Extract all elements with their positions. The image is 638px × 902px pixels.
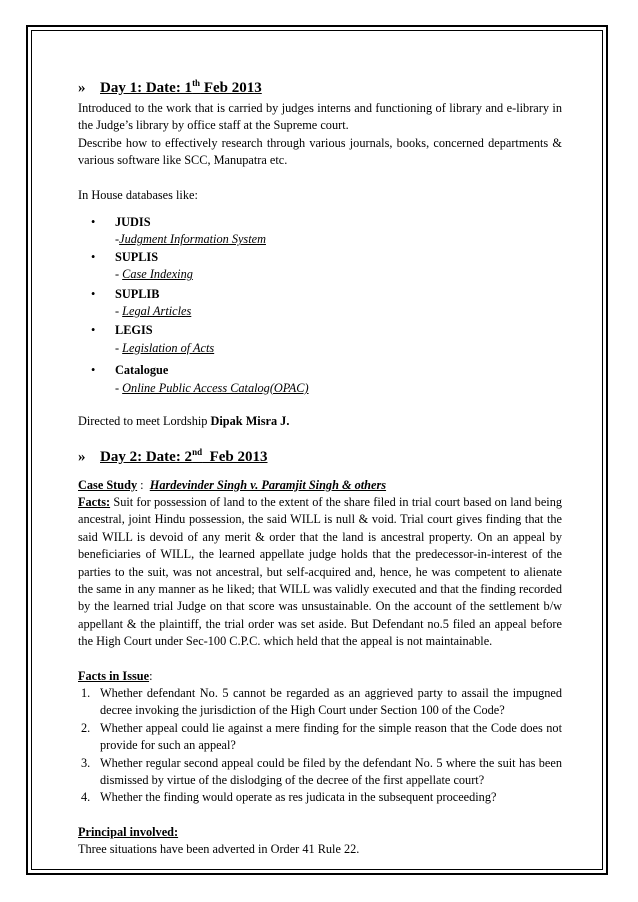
dash: -	[115, 304, 123, 319]
dash: -	[115, 340, 123, 355]
bullet-icon: •	[91, 363, 96, 378]
bullet-icon: •	[91, 286, 96, 301]
case-study-line	[78, 477, 562, 494]
list-item	[78, 286, 562, 321]
principal-heading: Principal involved:	[78, 824, 179, 839]
issue-text: Whether appeal could lie against a mere finding for the simple reason that the Code does not provide for such an appeal?	[100, 720, 562, 753]
issue-text: Whether the finding would operate as res judicata in the subsequent proceeding?	[100, 790, 497, 805]
facts-text: Suit for possession of land to the extent of the share filed in trial court based on land being ancestral, joint Hindu possession, the said WILL is null & void. Trial court gives finding that the said WILL is devoid of any merit & order that the land is ancestral property. On an appeal by beneficiaries of WILL, the learned appellate judge holds that the predecessor-in-interest of the parties to the suit, was not ancestral, but self-acquired and, hence, he was competent to alienate the same in any manner as he liked; that WILL was validly executed and that the finding recorded by the learned trial Judge on that score was unsustainable. On the account of the settlement b/w appellant & the plaintiff, the trial order was set aside. But Defendant no.5 filed an appeal before the High Court under Sec-100 C.P.C. which held that the appeal is not maintainable.	[78, 494, 562, 649]
issues-heading	[78, 668, 562, 685]
day1-heading	[78, 78, 562, 98]
judge-name: Dipak Misra J.	[210, 414, 290, 429]
facts-paragraph	[78, 494, 562, 651]
facts-label: Facts:	[78, 494, 111, 509]
issue-text: Whether regular second appeal could be filed by the defendant No. 5 where the suit has been dismissed by virtue of the dislodging of the decree of the first appellate court?	[100, 755, 562, 787]
day1-heading-date: Feb 2013	[200, 80, 262, 96]
day1-intro: Introduced to the work that is carried by judges interns and functioning of library and e-library in the Judge’s library by office staff at the Supreme court.	[78, 101, 562, 133]
issue-text: Whether defendant No. 5 cannot be regarded as an aggrieved party to assail the impugned decree invoking the jurisdiction of the High Court under Section 100 of the Code?	[100, 685, 562, 718]
list-item	[78, 249, 562, 284]
day1-heading-sup: th	[192, 78, 201, 88]
day2-heading	[78, 447, 562, 467]
item-number: 3.	[81, 755, 91, 770]
directed-text: Directed to meet Lordship	[78, 414, 211, 429]
bullet-icon: •	[91, 249, 96, 264]
directed-line	[78, 413, 562, 430]
database-desc: Legislation of Acts	[122, 340, 215, 355]
day2-heading-text: Day 2: Date: 2	[100, 448, 193, 465]
dash: -	[115, 232, 120, 247]
database-name: SUPLIS	[115, 249, 159, 264]
day2-heading-sup: nd	[192, 446, 203, 457]
database-name: LEGIS	[115, 323, 153, 338]
list-item	[78, 362, 562, 397]
list-item	[78, 214, 562, 249]
databases-intro: In House databases like:	[78, 187, 198, 202]
database-desc: Case Indexing	[122, 267, 193, 282]
day2-heading-date: Feb 2013	[202, 448, 268, 465]
bullet-icon: •	[91, 323, 96, 338]
item-number: 4.	[81, 790, 91, 805]
principal-text: Three situations have been adverted in Order 41 Rule 22.	[78, 842, 360, 857]
database-name: JUDIS	[115, 215, 151, 230]
case-study-label: Case Study	[78, 477, 138, 492]
database-desc: Online Public Access Catalog(OPAC)	[122, 380, 309, 395]
database-list	[78, 214, 562, 397]
dash: -	[115, 267, 123, 282]
item-number: 1.	[81, 685, 91, 700]
document-body	[78, 78, 562, 859]
list-item	[78, 685, 562, 720]
list-item	[78, 755, 562, 790]
double-chevron-icon: »	[78, 80, 86, 96]
dash: -	[115, 380, 123, 395]
database-name: SUPLIB	[115, 286, 160, 301]
case-study-sep: :	[137, 477, 150, 492]
issues-label: Facts in Issue	[78, 668, 150, 683]
database-desc: Legal Articles	[122, 304, 192, 319]
item-number: 2.	[81, 720, 91, 735]
database-name: Catalogue	[115, 363, 169, 378]
double-chevron-icon: »	[78, 448, 86, 465]
day1-describe: Describe how to effectively research through various journals, books, concerned departments & various software like SCC, Manupatra etc.	[78, 135, 562, 168]
issues-list	[78, 685, 562, 807]
case-study-title: Hardevinder Singh v. Paramjit Singh & others	[149, 477, 387, 492]
list-item	[78, 789, 562, 806]
day1-heading-text: Day 1: Date: 1	[100, 80, 193, 96]
bullet-icon: •	[91, 215, 96, 230]
issues-colon: :	[149, 668, 153, 683]
list-item	[78, 322, 562, 357]
list-item	[78, 720, 562, 755]
database-desc: Judgment Information System	[119, 232, 266, 247]
